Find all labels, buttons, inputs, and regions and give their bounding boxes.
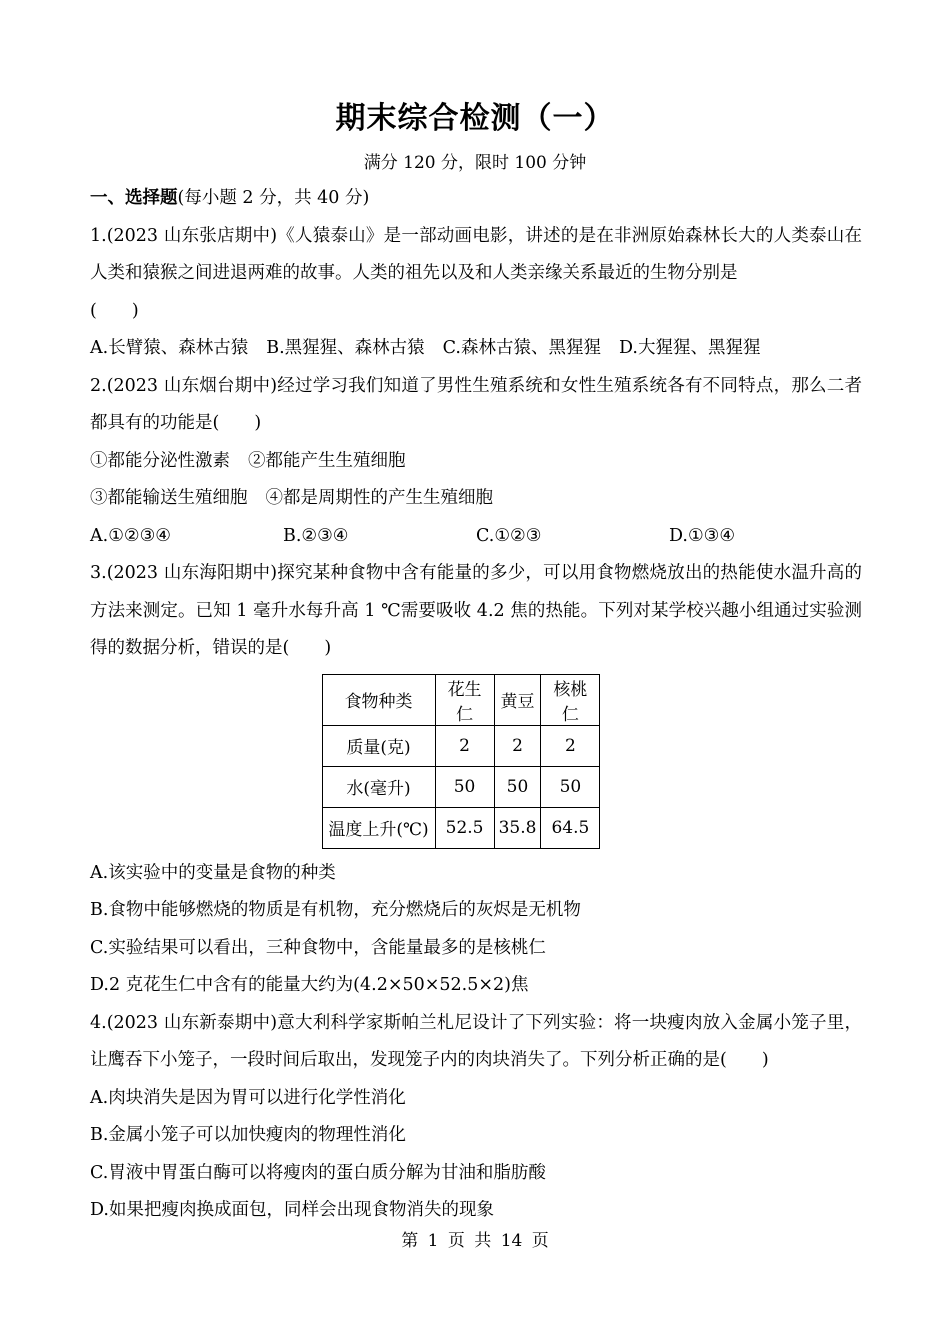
question-2-item-1: ①都能分泌性激素 — [90, 450, 230, 471]
question-1-stem: 1.(2023 山东张店期中)《人猿泰山》是一部动画电影，讲述的是在非洲原始森林长大的人类泰山在人类和猿猴之间进退两难的故事。人类的祖先以及和人类亲缘关系最近的生物分别是 — [90, 225, 862, 283]
table-cell: 50 — [494, 766, 541, 807]
table-header-cell: 食物种类 — [322, 674, 435, 725]
page-footer: 第 1 页 共 14 页 — [401, 1231, 549, 1251]
section-heading: 一、选择题 — [90, 188, 178, 208]
table-cell: 2 — [541, 725, 600, 766]
table-cell: 50 — [541, 766, 600, 807]
question-3-stem: 3.(2023 山东海阳期中)探究某种食物中含有能量的多少，可以用食物燃烧放出的热能使水温升高的方法来测定。已知 1 毫升水每升高 1 ℃需要吸收 4.2 焦的热能。下列对某学校兴趣小组通过实验测得的数据分析，错误的是( ) — [90, 563, 862, 658]
question-2-items-row-2 — [90, 480, 862, 518]
question-3-option-c: C.实验结果可以看出，三种食物中，含能量最多的是核桃仁 — [90, 937, 546, 958]
exam-content — [90, 180, 862, 1230]
table-row — [322, 807, 600, 848]
table-row — [322, 766, 600, 807]
question-4-stem: 4.(2023 山东新泰期中)意大利科学家斯帕兰札尼设计了下列实验：将一块瘦肉放入金属小笼子里，让鹰吞下小笼子，一段时间后取出，发现笼子内的肉块消失了。下列分析正确的是( ) — [90, 1012, 862, 1070]
page-title: 期末综合检测（一） — [335, 101, 615, 136]
question-4-option-d: D.如果把瘦肉换成面包，同样会出现食物消失的现象 — [90, 1200, 494, 1220]
question-3-option-a: A.该实验中的变量是食物的种类 — [90, 862, 336, 883]
table-cell: 温度上升(℃) — [322, 807, 435, 848]
question-2-item-4: ④都是周期性的产生生殖细胞 — [265, 488, 493, 508]
table-cell: 质量(克) — [322, 725, 435, 766]
question-1-option-a: A.长臂猿、森林古猿 — [90, 338, 249, 358]
question-1-option-c: C.森林古猿、黑猩猩 — [442, 338, 601, 358]
table-cell: 50 — [435, 766, 494, 807]
table-header-cell: 花生仁 — [435, 674, 494, 725]
question-2-item-3: ③都能输送生殖细胞 — [90, 488, 248, 508]
table-cell: 35.8 — [494, 807, 541, 848]
food-energy-table — [322, 674, 601, 849]
table-cell: 水(毫升) — [322, 766, 435, 807]
section-note: (每小题 2 分，共 40 分) — [177, 188, 370, 208]
question-1-option-b: B.黑猩猩、森林古猿 — [266, 338, 425, 358]
question-3-option-b: B.食物中能够燃烧的物质是有机物，充分燃烧后的灰烬是无机物 — [90, 900, 581, 920]
exam-subtitle: 满分 120 分，限时 100 分钟 — [363, 153, 587, 173]
question-2-stem: 2.(2023 山东烟台期中)经过学习我们知道了男性生殖系统和女性生殖系统各有不同特点，那么二者都具有的功能是( ) — [90, 375, 862, 433]
question-2-option-b: B.②③④ — [283, 525, 349, 546]
question-4-option-a: A.肉块消失是因为胃可以进行化学性消化 — [90, 1087, 406, 1108]
table-cell: 2 — [435, 725, 494, 766]
table-cell: 52.5 — [435, 807, 494, 848]
question-2-item-2: ②都能产生生殖细胞 — [248, 450, 406, 471]
question-2-options — [90, 518, 862, 556]
table-header-cell: 核桃仁 — [541, 674, 600, 725]
table-header-row — [322, 674, 600, 725]
question-1-blank: ( ) — [90, 300, 139, 321]
question-4-option-c: C.胃液中胃蛋白酶可以将瘦肉的蛋白质分解为甘油和脂肪酸 — [90, 1162, 546, 1183]
table-cell: 2 — [494, 725, 541, 766]
table-row — [322, 725, 600, 766]
question-1-option-d: D.大猩猩、黑猩猩 — [618, 338, 761, 358]
question-2-option-c: C.①②③ — [476, 525, 542, 546]
table-header-cell: 黄豆 — [494, 674, 541, 725]
question-3-option-d: D.2 克花生仁中含有的能量大约为(4.2×50×52.5×2)焦 — [90, 975, 529, 995]
question-4-option-b: B.金属小笼子可以加快瘦肉的物理性消化 — [90, 1125, 406, 1145]
question-2-items-row-1 — [90, 443, 862, 481]
question-2-option-a: A.①②③④ — [90, 525, 171, 546]
table-cell: 64.5 — [541, 807, 600, 848]
section-heading-line — [90, 180, 862, 218]
question-1-options — [90, 330, 862, 368]
question-2-option-d: D.①③④ — [669, 525, 736, 546]
question-3-table-wrapper — [90, 674, 862, 849]
